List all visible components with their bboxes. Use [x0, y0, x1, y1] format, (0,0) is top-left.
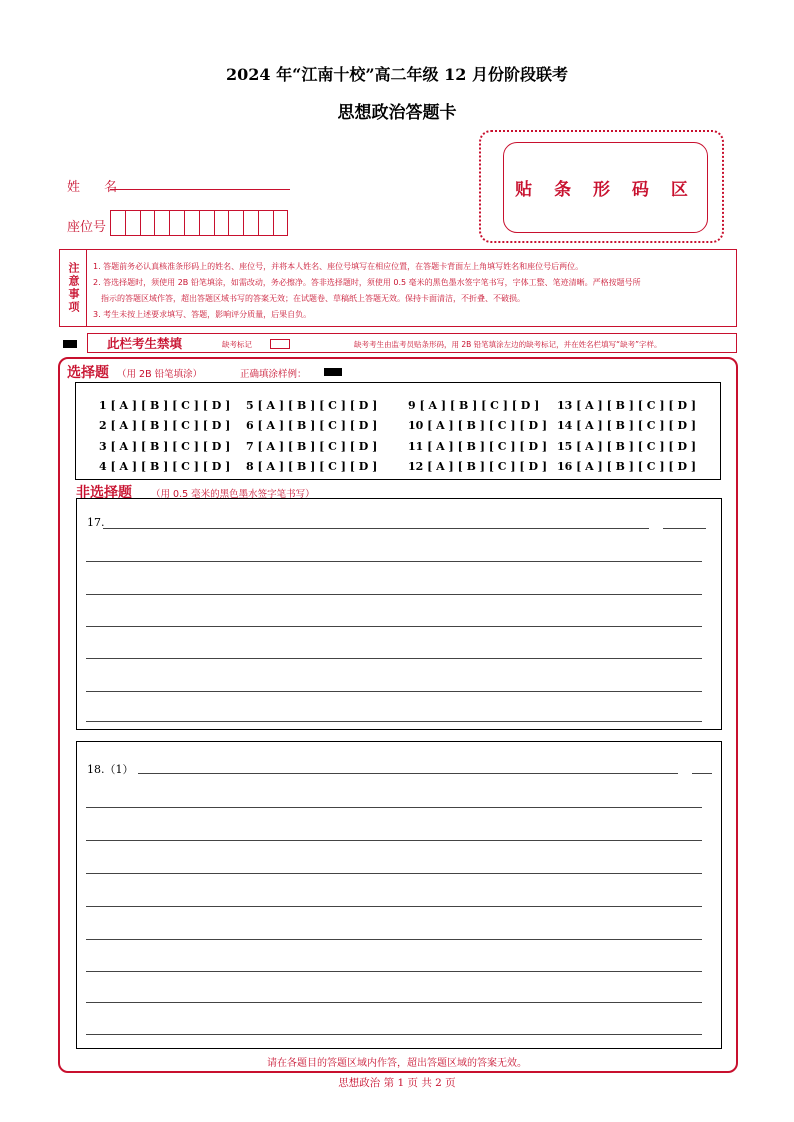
choice-question-options[interactable]: 5 [ A ] [ B ] [ C ] [ D ]: [246, 399, 378, 412]
name-field[interactable]: [110, 189, 290, 190]
seat-digit-cell[interactable]: [228, 210, 243, 236]
seat-digit-cell[interactable]: [184, 210, 199, 236]
seat-digit-cell[interactable]: [243, 210, 258, 236]
absent-mark-label: 缺考标记: [222, 340, 252, 349]
absent-mark-box[interactable]: [270, 339, 290, 349]
answer-line: [86, 939, 702, 940]
choice-question-options[interactable]: 8 [ A ] [ B ] [ C ] [ D ]: [246, 460, 378, 473]
choice-question-options[interactable]: 7 [ A ] [ B ] [ C ] [ D ]: [246, 440, 378, 453]
choice-question-options[interactable]: 9 [ A ] [ B ] [ C ] [ D ]: [408, 399, 540, 412]
exam-title: 2024 年“江南十校”高二年级 12 月份阶段联考: [226, 65, 568, 84]
answer-line: [663, 528, 706, 529]
seat-digit-cell[interactable]: [110, 210, 125, 236]
answer-line: [103, 528, 649, 529]
question-17-label: 17.: [87, 516, 105, 529]
seat-digit-cell[interactable]: [214, 210, 229, 236]
seat-digit-cell[interactable]: [199, 210, 214, 236]
notice-item: 指示的答题区域作答，超出答题区域书写的答案无效；在试题卷、草稿纸上答题无效。保持卡面清洁，不折叠、不破损。: [101, 294, 525, 303]
answer-line: [86, 1002, 702, 1003]
answer-line: [86, 971, 702, 972]
barcode-area: 贴 条 形 码 区: [503, 142, 708, 233]
notice-item: 1. 答题前务必认真核准条形码上的姓名、座位号，并将本人姓名、座位号填写在相应位置，在答题卡背面左上角填写姓名和座位号后两位。: [93, 262, 584, 271]
name-label: 姓 名: [67, 180, 128, 195]
answer-line: [86, 721, 702, 722]
answer-line: [86, 691, 702, 692]
seat-digit-cell[interactable]: [273, 210, 288, 236]
notice-label-cell: [60, 250, 87, 326]
seat-label: 座位号: [67, 220, 107, 235]
answer-line: [86, 840, 702, 841]
answer-line: [138, 773, 678, 774]
choice-question-options[interactable]: 11 [ A ] [ B ] [ C ] [ D ]: [408, 440, 548, 453]
forbid-title: 此栏考生禁填: [107, 336, 183, 351]
answer-line: [692, 773, 712, 774]
nonchoice-section-title: 非选择题: [76, 485, 132, 501]
choice-question-options[interactable]: 2 [ A ] [ B ] [ C ] [ D ]: [99, 419, 231, 432]
absent-note: 缺考考生由监考员贴条形码，用 2B 铅笔填涂左边的缺考标记，并在姓名栏填写“缺考”字样。: [354, 340, 662, 349]
notice-label: 注意事项: [67, 262, 80, 314]
page-footer: 思想政治 第 1 页 共 2 页: [338, 1077, 456, 1089]
seat-digit-cell[interactable]: [154, 210, 169, 236]
nonchoice-section-note: （用 0.5 毫米的黑色墨水签字笔书写）: [151, 489, 315, 500]
fill-sample-label: 正确填涂样例：: [240, 369, 307, 380]
choice-question-options[interactable]: 13 [ A ] [ B ] [ C ] [ D ]: [557, 399, 697, 412]
seat-digit-cell[interactable]: [169, 210, 184, 236]
choice-question-options[interactable]: 16 [ A ] [ B ] [ C ] [ D ]: [557, 460, 697, 473]
notice-item: 3. 考生未按上述要求填写、答题，影响评分质量，后果自负。: [93, 310, 312, 319]
fill-sample-mark: [324, 368, 342, 376]
alignment-mark: [63, 340, 77, 348]
seat-digit-cell[interactable]: [125, 210, 140, 236]
question-17-box[interactable]: [76, 498, 722, 730]
answer-line: [86, 873, 702, 874]
answer-line: [86, 626, 702, 627]
choice-question-options[interactable]: 14 [ A ] [ B ] [ C ] [ D ]: [557, 419, 697, 432]
answer-line: [86, 561, 702, 562]
answer-line: [86, 807, 702, 808]
notice-item: 2. 答选择题时，须使用 2B 铅笔填涂，如需改动，务必擦净。答非选择题时，须使用 0.5 毫米的黑色墨水签字笔书写，字体工整、笔迹清晰。严格按题号所: [93, 278, 641, 287]
choice-question-options[interactable]: 6 [ A ] [ B ] [ C ] [ D ]: [246, 419, 378, 432]
footer-note: 请在各题目的答题区域内作答，超出答题区域的答案无效。: [267, 1058, 527, 1069]
choice-question-options[interactable]: 10 [ A ] [ B ] [ C ] [ D ]: [408, 419, 548, 432]
choice-question-options[interactable]: 1 [ A ] [ B ] [ C ] [ D ]: [99, 399, 231, 412]
choice-section-note: （用 2B 铅笔填涂）: [117, 369, 203, 380]
answer-line: [86, 1034, 702, 1035]
answer-line: [86, 594, 702, 595]
answer-line: [86, 658, 702, 659]
choice-section-title: 选择题: [67, 365, 109, 381]
question-18-label: 18.（1）: [87, 763, 134, 776]
choice-question-options[interactable]: 12 [ A ] [ B ] [ C ] [ D ]: [408, 460, 548, 473]
answer-sheet-title: 思想政治答题卡: [337, 103, 457, 123]
seat-number-grid[interactable]: [110, 210, 288, 236]
notice-text: [93, 259, 733, 323]
choice-question-options[interactable]: 4 [ A ] [ B ] [ C ] [ D ]: [99, 460, 231, 473]
seat-digit-cell[interactable]: [140, 210, 155, 236]
answer-line: [86, 906, 702, 907]
choice-question-options[interactable]: 15 [ A ] [ B ] [ C ] [ D ]: [557, 440, 697, 453]
seat-digit-cell[interactable]: [258, 210, 273, 236]
choice-question-options[interactable]: 3 [ A ] [ B ] [ C ] [ D ]: [99, 440, 231, 453]
